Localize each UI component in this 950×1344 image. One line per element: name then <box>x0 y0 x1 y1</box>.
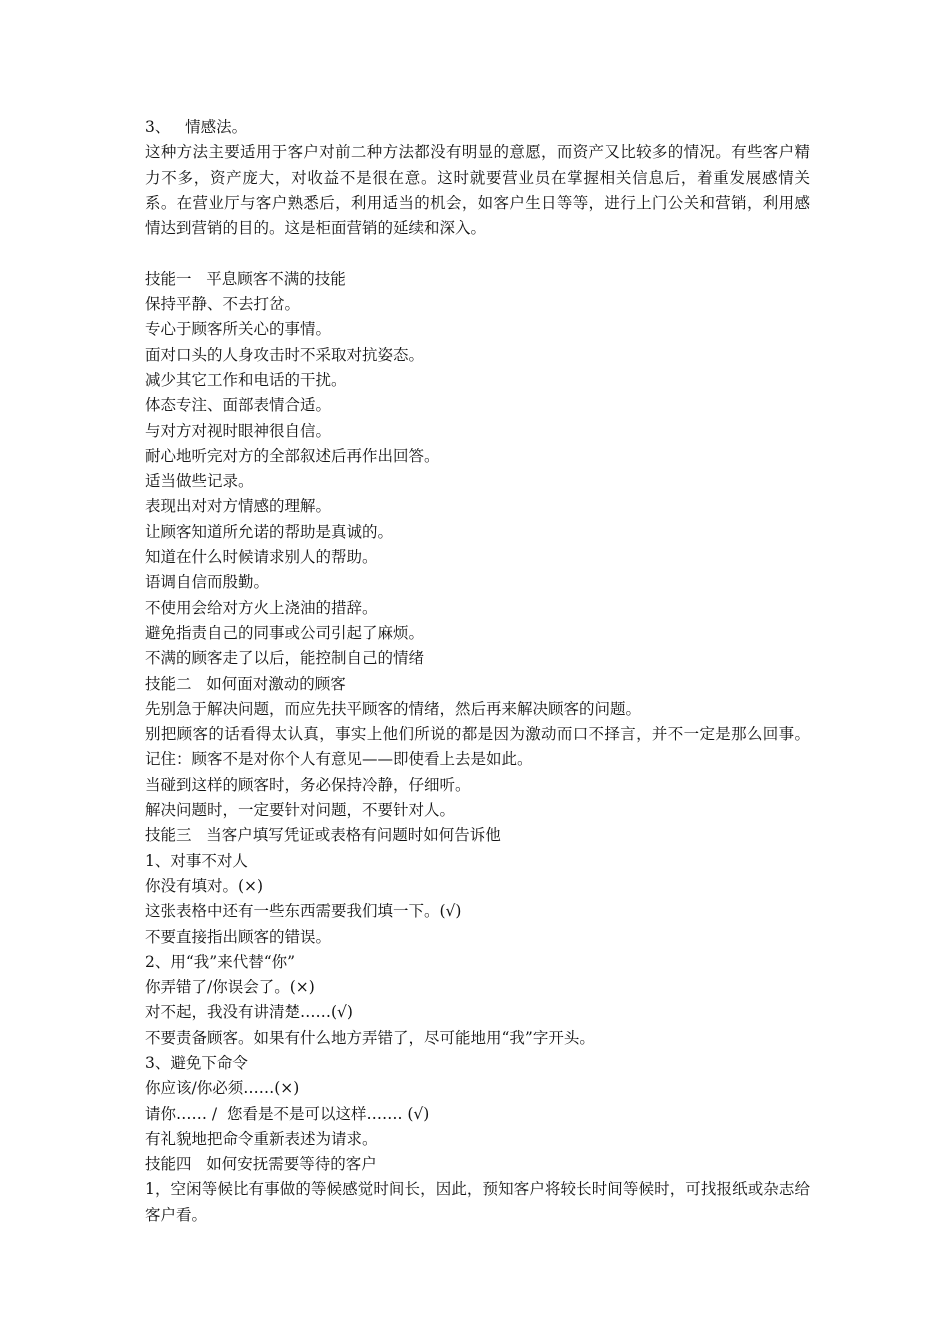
skill-2-item: 解决问题时，一定要针对问题，不要针对人。 <box>145 801 456 820</box>
skill-2-item: 先别急于解决问题，而应先扶平顾客的情绪，然后再来解决顾客的问题。 <box>145 699 642 718</box>
skill-3-title: 技能三 当客户填写凭证或表格有问题时如何告诉他 <box>145 826 501 845</box>
skill-3-item: 有礼貌地把命令重新表述为请求。 <box>145 1129 378 1148</box>
skill-3-item: 你应该/你必须……(×) <box>145 1079 300 1098</box>
skill-4-title: 技能四 如何安抚需要等待的客户 <box>145 1155 377 1174</box>
skill-3-item: 对不起，我没有讲清楚……(√) <box>145 1003 353 1022</box>
skill-1-item: 语调自信而殷勤。 <box>145 573 270 592</box>
skill-1-item: 保持平静、不去打岔。 <box>145 295 301 314</box>
skill-1-item: 体态专注、面部表情合适。 <box>145 396 332 415</box>
skill-3-item: 你没有填对。(×) <box>145 876 264 895</box>
skill-1-item: 与对方对视时眼神很自信。 <box>145 421 332 440</box>
skill-3-item: 2、用“我”来代替“你” <box>145 952 296 971</box>
skill-1-item: 让顾客知道所允诺的帮助是真诚的。 <box>145 522 394 541</box>
skill-3-item: 这张表格中还有一些东西需要我们填一下。(√) <box>145 902 462 921</box>
skill-2-item: 当碰到这样的顾客时，务必保持冷静，仔细听。 <box>145 775 471 794</box>
section-paragraph: 这种方法主要适用于客户对前二种方法都没有明显的意愿，而资产又比较多的情况。有些客户精力不多，资产庞大，对收益不是很在意。这时就要营业员在掌握相关信息后，着重发展感情关系。在营业厅与客户熟悉后，利用适当的机会，如客户生日等等，进行上门公关和营销，利用感情达到营销的目的。这是柜面营销的延续和深入。 <box>145 143 810 238</box>
skill-3-item: 不要直接指出顾客的错误。 <box>145 927 332 946</box>
skill-3-item: 请你…… / 您看是不是可以这样……. (√) <box>145 1104 430 1123</box>
skill-1-item: 知道在什么时候请求别人的帮助。 <box>145 548 378 567</box>
skill-3-item: 1、对事不对人 <box>145 851 248 870</box>
skill-2-item: 别把顾客的话看得太认真，事实上他们所说的都是因为激动而口不择言，并不一定是那么回事。记住：顾客不是对你个人有意见——即使看上去是如此。 <box>145 725 810 769</box>
section-heading: 3、 情感法。 <box>145 118 248 136</box>
skill-1-item: 不满的顾客走了以后，能控制自己的情绪 <box>145 649 425 668</box>
skill-1-item: 面对口头的人身攻击时不采取对抗姿态。 <box>145 345 425 364</box>
document-body <box>145 115 810 1228</box>
skill-3-item: 你弄错了/你误会了。(×) <box>145 978 315 997</box>
skill-3-item: 不要责备顾客。如果有什么地方弄错了，尽可能地用“我”字开头。 <box>145 1028 595 1047</box>
skill-2-title: 技能二 如何面对激动的顾客 <box>145 674 346 693</box>
skill-1-title: 技能一 平息顾客不满的技能 <box>145 269 346 288</box>
skill-1-item: 减少其它工作和电话的干扰。 <box>145 370 347 389</box>
skill-4-item: 1，空闲等候比有事做的等候感觉时间长，因此，预知客户将较长时间等候时，可找报纸或杂志给客户看。 <box>145 1180 810 1224</box>
skill-1-item: 耐心地听完对方的全部叙述后再作出回答。 <box>145 446 440 465</box>
skill-1-item: 专心于顾客所关心的事情。 <box>145 320 332 339</box>
skill-1-item: 适当做些记录。 <box>145 472 254 491</box>
blank-line <box>145 241 810 266</box>
skill-3-item: 3、避免下命令 <box>145 1053 248 1072</box>
skill-1-item: 表现出对对方情感的理解。 <box>145 497 332 516</box>
skill-1-item: 避免指责自己的同事或公司引起了麻烦。 <box>145 623 425 642</box>
skill-1-item: 不使用会给对方火上浇油的措辞。 <box>145 598 378 617</box>
